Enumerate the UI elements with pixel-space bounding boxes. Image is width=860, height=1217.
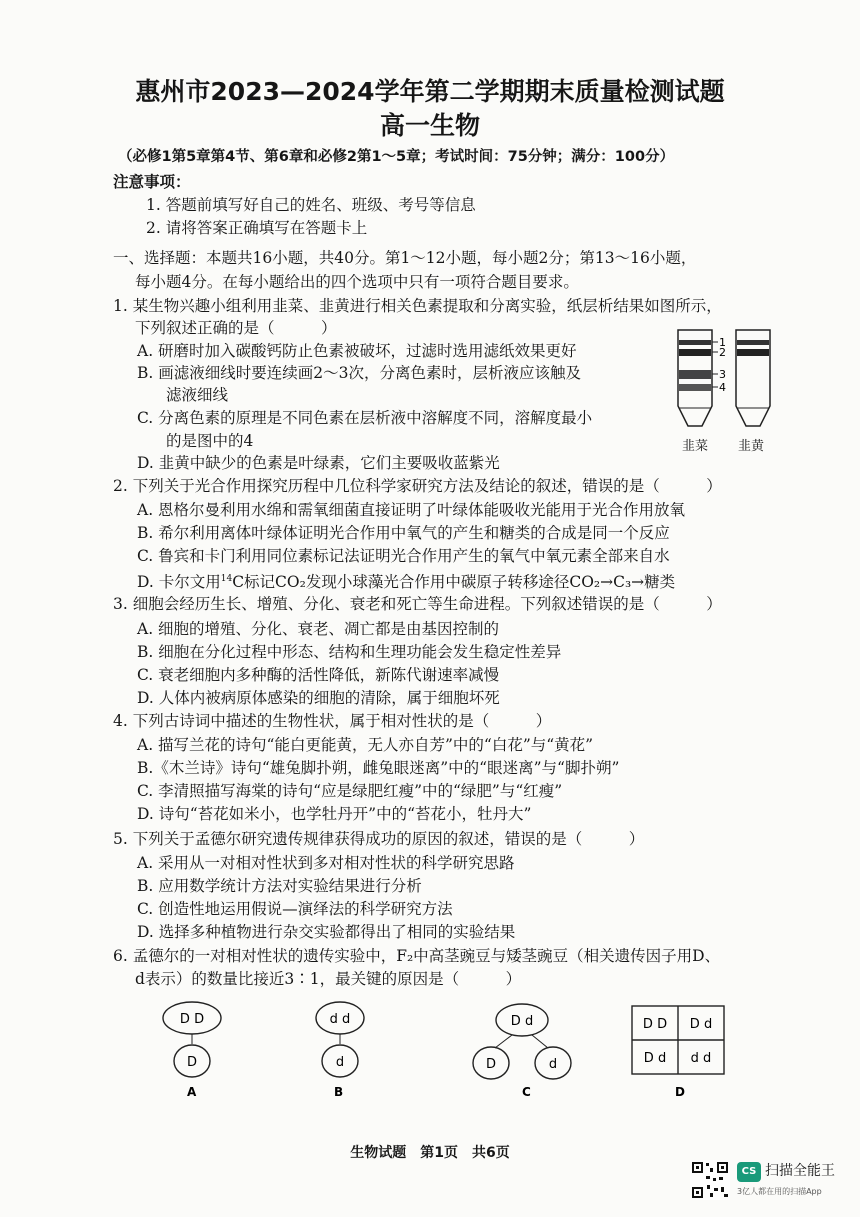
q3-option-a: A. 细胞的增殖、分化、衰老、凋亡都是由基因控制的 (137, 620, 500, 638)
q6-stem-1: 6. 孟德尔的一对相对性状的遗传实验中，F₂中高茎豌豆与矮茎豌豆（相关遗传因子用D、 (113, 947, 721, 965)
band-label-2: 2 (719, 346, 726, 359)
exam-scope: （必修1第5章第4节、第6章和必修2第1～5章；考试时间：75分钟；满分：100分） (118, 149, 675, 165)
band-2 (679, 349, 711, 356)
q1-option-c: C. 分离色素的原理是不同色素在层析液中溶解度不同，溶解度最小 (137, 409, 593, 427)
q2-option-c: C. 鲁宾和卡门利用同位素标记法证明光合作用产生的氧气中氧元素全部来自水 (137, 547, 670, 565)
notes-heading: 注意事项： (113, 173, 191, 191)
q2-option-d-prefix: D. 卡尔文用 (137, 573, 221, 592)
q6-c-gamete-right: d (548, 1057, 558, 1072)
q1-option-c-cont: 的是图中的4 (166, 432, 254, 450)
q5-option-a: A. 采用从一对相对性状到多对相对性状的科学研究思路 (137, 854, 515, 872)
punnett-cell-4: d d (690, 1051, 712, 1066)
section-instruction-2: 每小题4分。在每小题给出的四个选项中只有一项符合题目要求。 (135, 273, 579, 291)
punnett-cell-3: D d (643, 1051, 667, 1066)
band-4 (679, 384, 711, 391)
q5-stem: 5. 下列关于孟德尔研究遗传规律获得成功的原因的叙述，错误的是（ ） (113, 830, 645, 848)
figure-label-chive: 韭菜 (682, 439, 709, 454)
q4-option-b: B.《木兰诗》诗句“雄兔脚扑朔，雌兔眼迷离”中的“眼迷离”与“脚扑朔” (137, 759, 620, 777)
q6-b-parent: d d (329, 1012, 351, 1027)
q3-option-c: C. 衰老细胞内多种酶的活性降低，新陈代谢速率减慢 (137, 666, 500, 684)
note-item-1: 1. 答题前填写好自己的姓名、班级、考号等信息 (146, 196, 476, 214)
band-label-4: 4 (719, 381, 726, 394)
qr-code-icon (690, 1160, 730, 1200)
q4-option-a: A. 描写兰花的诗句“能白更能黄，无人亦自芳”中的“白花”与“黄花” (137, 736, 594, 754)
q6-stem-2: d表示）的数量比接近3∶1，最关键的原因是（ ） (135, 970, 522, 988)
band-3 (679, 370, 711, 379)
scanner-logo: CS (737, 1162, 761, 1182)
q6-c-label: C (522, 1085, 531, 1099)
q3-option-b: B. 细胞在分化过程中形态、结构和生理功能会发生稳定性差异 (137, 643, 562, 661)
q5-option-d: D. 选择多种植物进行杂交实验都得出了相同的实验结果 (137, 923, 516, 941)
q6-a-parent: D D (179, 1012, 205, 1027)
figure-label-yellow-chive: 韭黄 (738, 439, 765, 454)
q6-a-gamete: D (186, 1055, 198, 1070)
q2-option-a: A. 恩格尔曼利用水绵和需氧细菌直接证明了叶绿体能吸收光能用于光合作用放氧 (137, 501, 686, 519)
q6-c-gamete-left: D (485, 1057, 497, 1072)
band-label-3: 3 (719, 368, 726, 381)
q6-a-label: A (187, 1085, 197, 1099)
q1-option-b: B. 画滤液细线时要连续画2～3次，分离色素时，层析液应该触及 (137, 364, 581, 382)
q5-option-c: C. 创造性地运用假说—演绎法的科学研究方法 (137, 900, 453, 918)
q1-stem-1: 1. 某生物兴趣小组利用韭菜、韭黄进行相关色素提取和分离实验，纸层析结果如图所示， (113, 297, 722, 315)
band-label-1: 1 (719, 336, 726, 349)
scanner-tagline: 3亿人都在用的扫描App (737, 1187, 822, 1196)
q1-option-b-cont: 滤液细线 (166, 386, 229, 404)
punnett-cell-2: D d (689, 1017, 713, 1032)
q6-c-parent: D d (510, 1014, 534, 1029)
scanner-name: 扫描全能王 (765, 1163, 835, 1179)
band-number-labels (712, 336, 726, 394)
chive-strip (678, 330, 712, 426)
q6-d-label: D (675, 1085, 685, 1099)
q6-b-gamete: d (335, 1055, 345, 1070)
exam-title: 惠州市2023—2024学年第二学期期末质量检测试题 (135, 77, 725, 106)
q5-option-b: B. 应用数学统计方法对实验结果进行分析 (137, 877, 422, 895)
q2-option-b: B. 希尔利用离体叶绿体证明光合作用中氧气的产生和糖类的合成是同一个反应 (137, 524, 670, 542)
q6-b-label: B (334, 1085, 344, 1099)
q1-stem-2: 下列叙述正确的是（ ） (135, 319, 337, 337)
q1-option-a: A. 研磨时加入碳酸钙防止色素被破坏，过滤时选用滤纸效果更好 (137, 342, 577, 360)
yellow-chive-strip (736, 330, 770, 426)
q6-figures (150, 1000, 750, 1100)
isotope-superscript: 14 (220, 574, 233, 584)
q2-option-d (137, 569, 675, 592)
page-footer: 生物试题 第1页 共6页 (350, 1145, 510, 1161)
q4-option-d: D. 诗句“苔花如米小，也学牡丹开”中的“苔花小，牡丹大” (137, 805, 532, 823)
punnett-cell-1: D D (642, 1017, 668, 1032)
q6-figure-a (163, 1002, 221, 1099)
q2-option-d-rest: C标记CO₂发现小球藻光合作用中碳原子转移途径CO₂→C₃→糖类 (232, 573, 676, 592)
chromatography-figure (674, 326, 790, 452)
q6-figure-b (316, 1002, 364, 1099)
exam-subtitle: 高一生物 (379, 111, 480, 140)
q4-option-c: C. 李清照描写海棠的诗句“应是绿肥红瘦”中的“绿肥”与“红瘦” (137, 782, 563, 800)
q1-option-d: D. 韭黄中缺少的色素是叶绿素，它们主要吸收蓝紫光 (137, 454, 500, 472)
q2-stem: 2. 下列关于光合作用探究历程中几位科学家研究方法及结论的叙述，错误的是（ ） (113, 477, 722, 495)
q4-stem: 4. 下列古诗词中描述的生物性状，属于相对性状的是（ ） (113, 712, 552, 730)
note-item-2: 2. 请将答案正确填写在答题卡上 (146, 219, 368, 237)
q3-option-d: D. 人体内被病原体感染的细胞的清除，属于细胞坏死 (137, 689, 500, 707)
section-instruction-1: 一、选择题：本题共16小题，共40分。第1～12小题，每小题2分；第13～16小题， (113, 249, 697, 267)
band-1 (679, 340, 711, 345)
q3-stem: 3. 细胞会经历生长、增殖、分化、衰老和死亡等生命进程。下列叙述错误的是（ ） (113, 595, 722, 613)
q6-figure-d-punnett (632, 1006, 724, 1099)
q6-figure-c (473, 1004, 571, 1099)
